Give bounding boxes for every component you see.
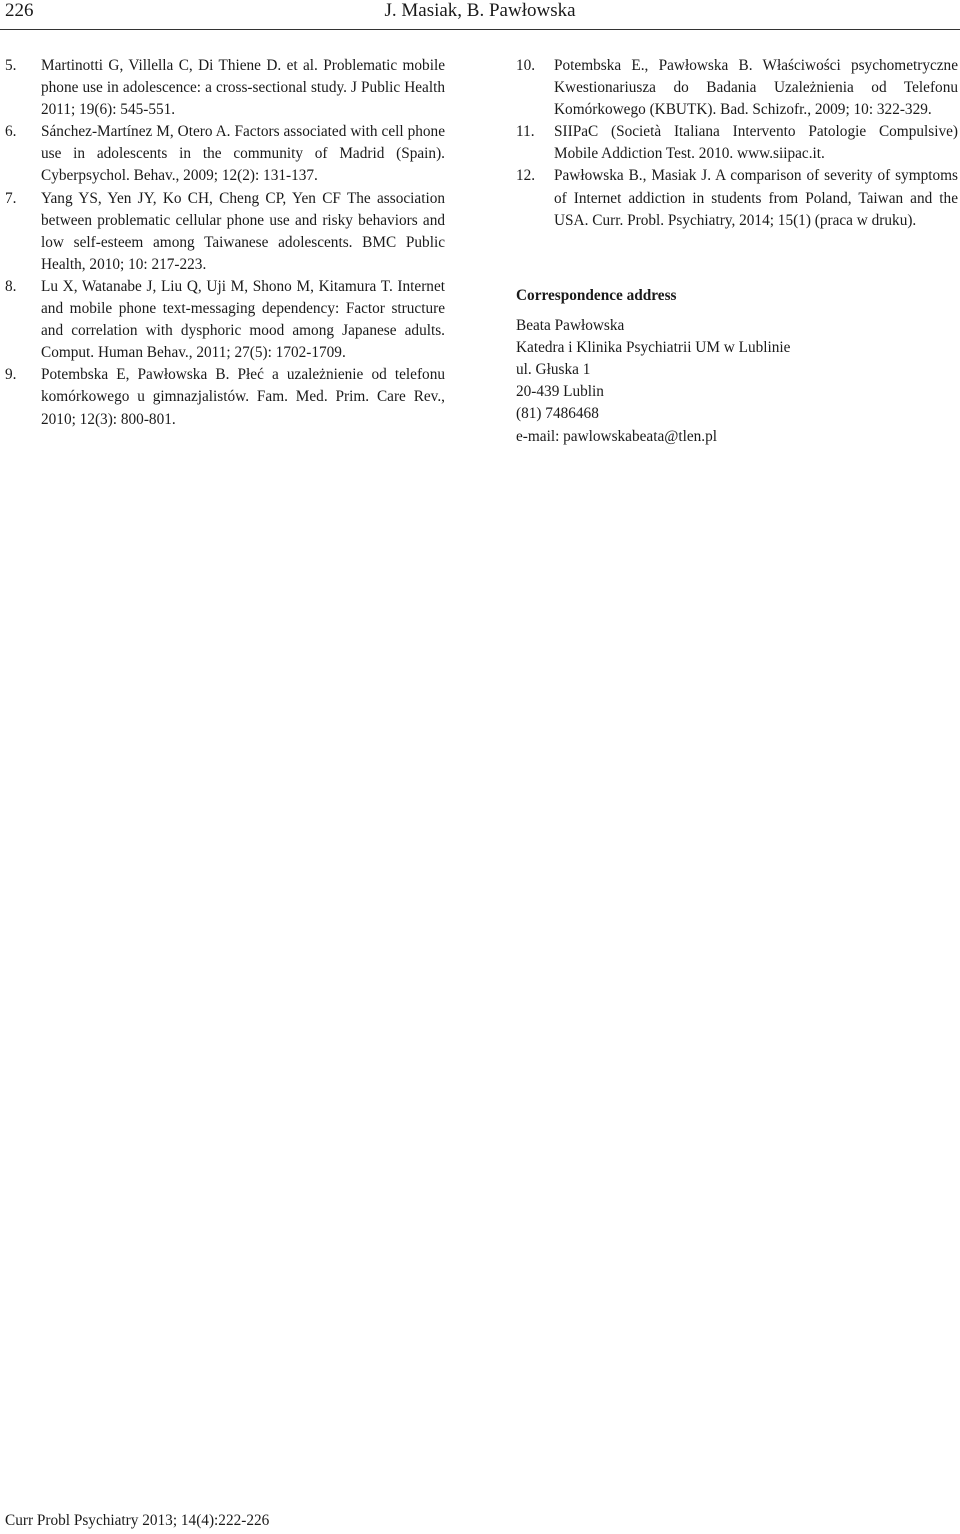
page-number: 226 [5,0,34,21]
reference-text: Martinotti G, Villella C, Di Thiene D. et al. Problematic mobile phone use in adolescence: a cross-sectional study. J Public Health 2011; 19(6): 545-551. [41,57,445,119]
reference-item [516,55,958,121]
reference-number: 11. [516,123,535,141]
reference-number: 6. [5,123,17,141]
correspondence-email: e-mail: pawlowskabeata@tlen.pl [516,427,717,445]
reference-text: Sánchez-Martínez M, Otero A. Factors associated with cell phone use in adolescents in the community of Madrid (Spain). Cyberpsychol. Behav., 2009; 12(2): 131-137. [41,123,445,185]
correspondence-title: Correspondence address [516,287,677,304]
reference-item [516,121,958,165]
page-header [0,0,960,34]
reference-text: Potembska E, Pawłowska B. Płeć a uzależnienie od telefonu komórkowego u gimnazjalistów. Fam. Med. Prim. Care Rev., 2010; 12(3): 800-801. [41,366,445,428]
page-footer: Curr Probl Psychiatry 2013; 14(4):222-226 [5,1512,270,1529]
reference-text: Yang YS, Yen JY, Ko CH, Cheng CP, Yen CF The association between problematic cellular phone use and risky behaviors and low self-esteem among Taiwanese adolescents. BMC Public Health, 2010; 10: 217-223. [41,189,445,273]
header-rule [0,29,960,30]
references-right-column [516,55,958,232]
correspondence-phone: (81) 7486468 [516,405,599,423]
reference-item [5,276,445,364]
reference-item [5,188,445,276]
reference-text: Lu X, Watanabe J, Liu Q, Uji M, Shono M, Kitamura T. Internet and mobile phone text-messaging dependency: Factor structure and correlation with dysphoric mood among Japanese adults. Comput. Human Behav., 2011; 27(5): 1702-1709. [41,277,445,362]
reference-number: 8. [5,277,17,295]
reference-item [5,55,445,121]
references-left-column [5,55,445,431]
correspondence-institution: Katedra i Klinika Psychiatrii UM w Lublinie [516,339,791,357]
reference-item [5,121,445,187]
reference-number: 9. [5,366,17,384]
reference-text: Pawłowska B., Masiak J. A comparison of severity of symptoms of Internet addiction in students from Poland, Taiwan and the USA. Curr. Probl. Psychiatry, 2014; 15(1) (praca w druku). [554,167,958,229]
reference-item [5,364,445,430]
correspondence-name: Beata Pawłowska [516,317,625,335]
reference-item [516,165,958,231]
correspondence-block [516,285,958,448]
reference-number: 5. [5,57,17,74]
correspondence-street: ul. Głuska 1 [516,361,591,379]
reference-text: SIIPaC (Società Italiana Intervento Patologie Compulsive) Mobile Addiction Test. 2010. www.siipac.it. [554,123,958,163]
reference-text: Potembska E., Pawłowska B. Właściwości psychometryczne Kwestionariusza do Badania Uzależnienia od Telefonu Komórkowego (KBUTK). Bad. Schizofr., 2009; 10: 322-329. [554,57,958,119]
running-title: J. Masiak, B. Pawłowska [384,0,576,21]
reference-number: 10. [516,57,536,74]
correspondence-city: 20-439 Lublin [516,383,604,401]
reference-number: 7. [5,189,17,207]
reference-number: 12. [516,167,536,185]
